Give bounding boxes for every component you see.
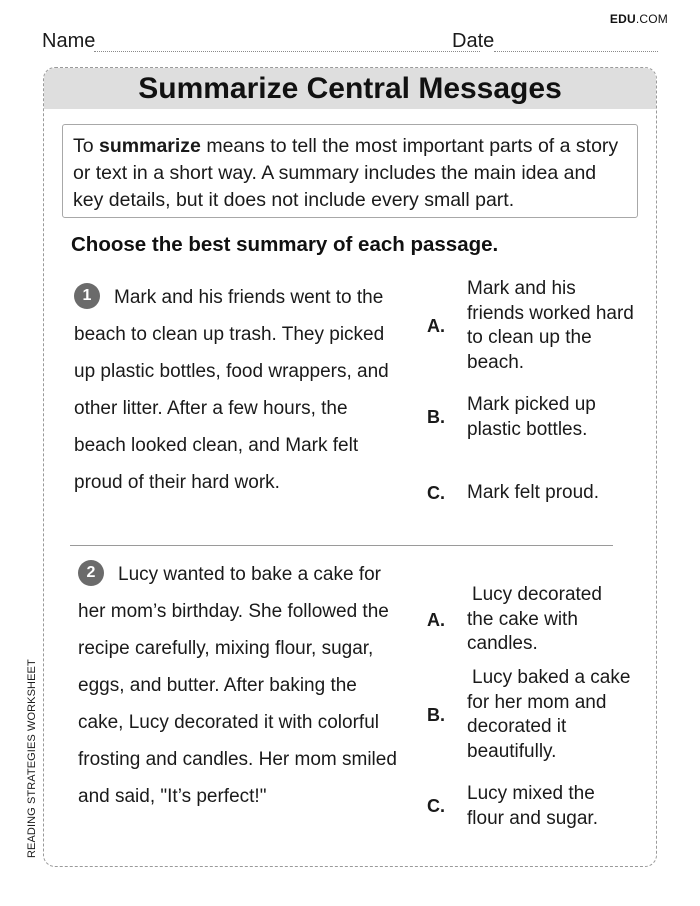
q1-option-b-text[interactable]: Mark picked up plastic bottles.: [467, 394, 596, 440]
question-divider: [70, 545, 613, 546]
name-date-row: [42, 30, 658, 52]
name-line: [94, 51, 480, 52]
title-bar: [44, 68, 656, 109]
definition-box: [62, 124, 638, 218]
passage-2: [78, 556, 400, 815]
definition-lead: To: [73, 135, 100, 157]
brand-logo-suffix: .COM: [635, 12, 668, 26]
passage-1: [74, 279, 404, 501]
date-label: Date: [452, 30, 495, 52]
definition-text: means to tell the most important parts of a story or text in a short way. A summary includes the main idea and key details, but it does not include every small part.: [73, 135, 619, 211]
brand-logo: [610, 12, 668, 26]
question-number-badge: 1: [74, 283, 100, 309]
name-label: Name: [42, 30, 96, 52]
brand-logo-main: EDU: [609, 12, 636, 26]
q1-option-a-letter: A.: [427, 316, 445, 336]
date-line: [494, 51, 658, 52]
page-title: Summarize Central Messages: [138, 72, 562, 105]
q1-option-c-text[interactable]: Mark felt proud.: [467, 482, 599, 503]
instructions: Choose the best summary of each passage.: [71, 233, 499, 256]
q2-option-c-letter: C.: [427, 796, 445, 816]
q2-option-a-letter: A.: [427, 610, 445, 630]
side-label: READING STRATEGIES WORKSHEET: [26, 659, 38, 858]
passage-2-text: Lucy wanted to bake a cake for her mom’s birthday. She followed the recipe carefully, mixing flour, sugar, eggs, and butter. After baking the cake, Lucy decorated it with colorful frosting and candles. Her mom smiled and said, "It’s perfect!": [78, 564, 397, 807]
q1-option-b-letter: B.: [427, 407, 445, 427]
passage-1-text: Mark and his friends went to the beach to clean up trash. They picked up plastic bottles, food wrappers, and other litter. After a few hours, the beach looked clean, and Mark felt proud of their hard work.: [74, 287, 389, 493]
q2-option-c-text[interactable]: Lucy mixed the flour and sugar.: [467, 783, 598, 829]
definition-term: summarize: [99, 135, 201, 157]
q2-option-a-text[interactable]: Lucy decorated the cake with candles.: [467, 584, 602, 654]
q1-option-a-text[interactable]: Mark and his friends worked hard to clean up the beach.: [467, 278, 634, 373]
q2-option-b-text[interactable]: Lucy baked a cake for her mom and decorated it beautifully.: [467, 667, 631, 762]
q2-option-b-letter: B.: [427, 705, 445, 725]
question-number-badge: 2: [78, 560, 104, 586]
q1-option-c-letter: C.: [427, 483, 445, 503]
